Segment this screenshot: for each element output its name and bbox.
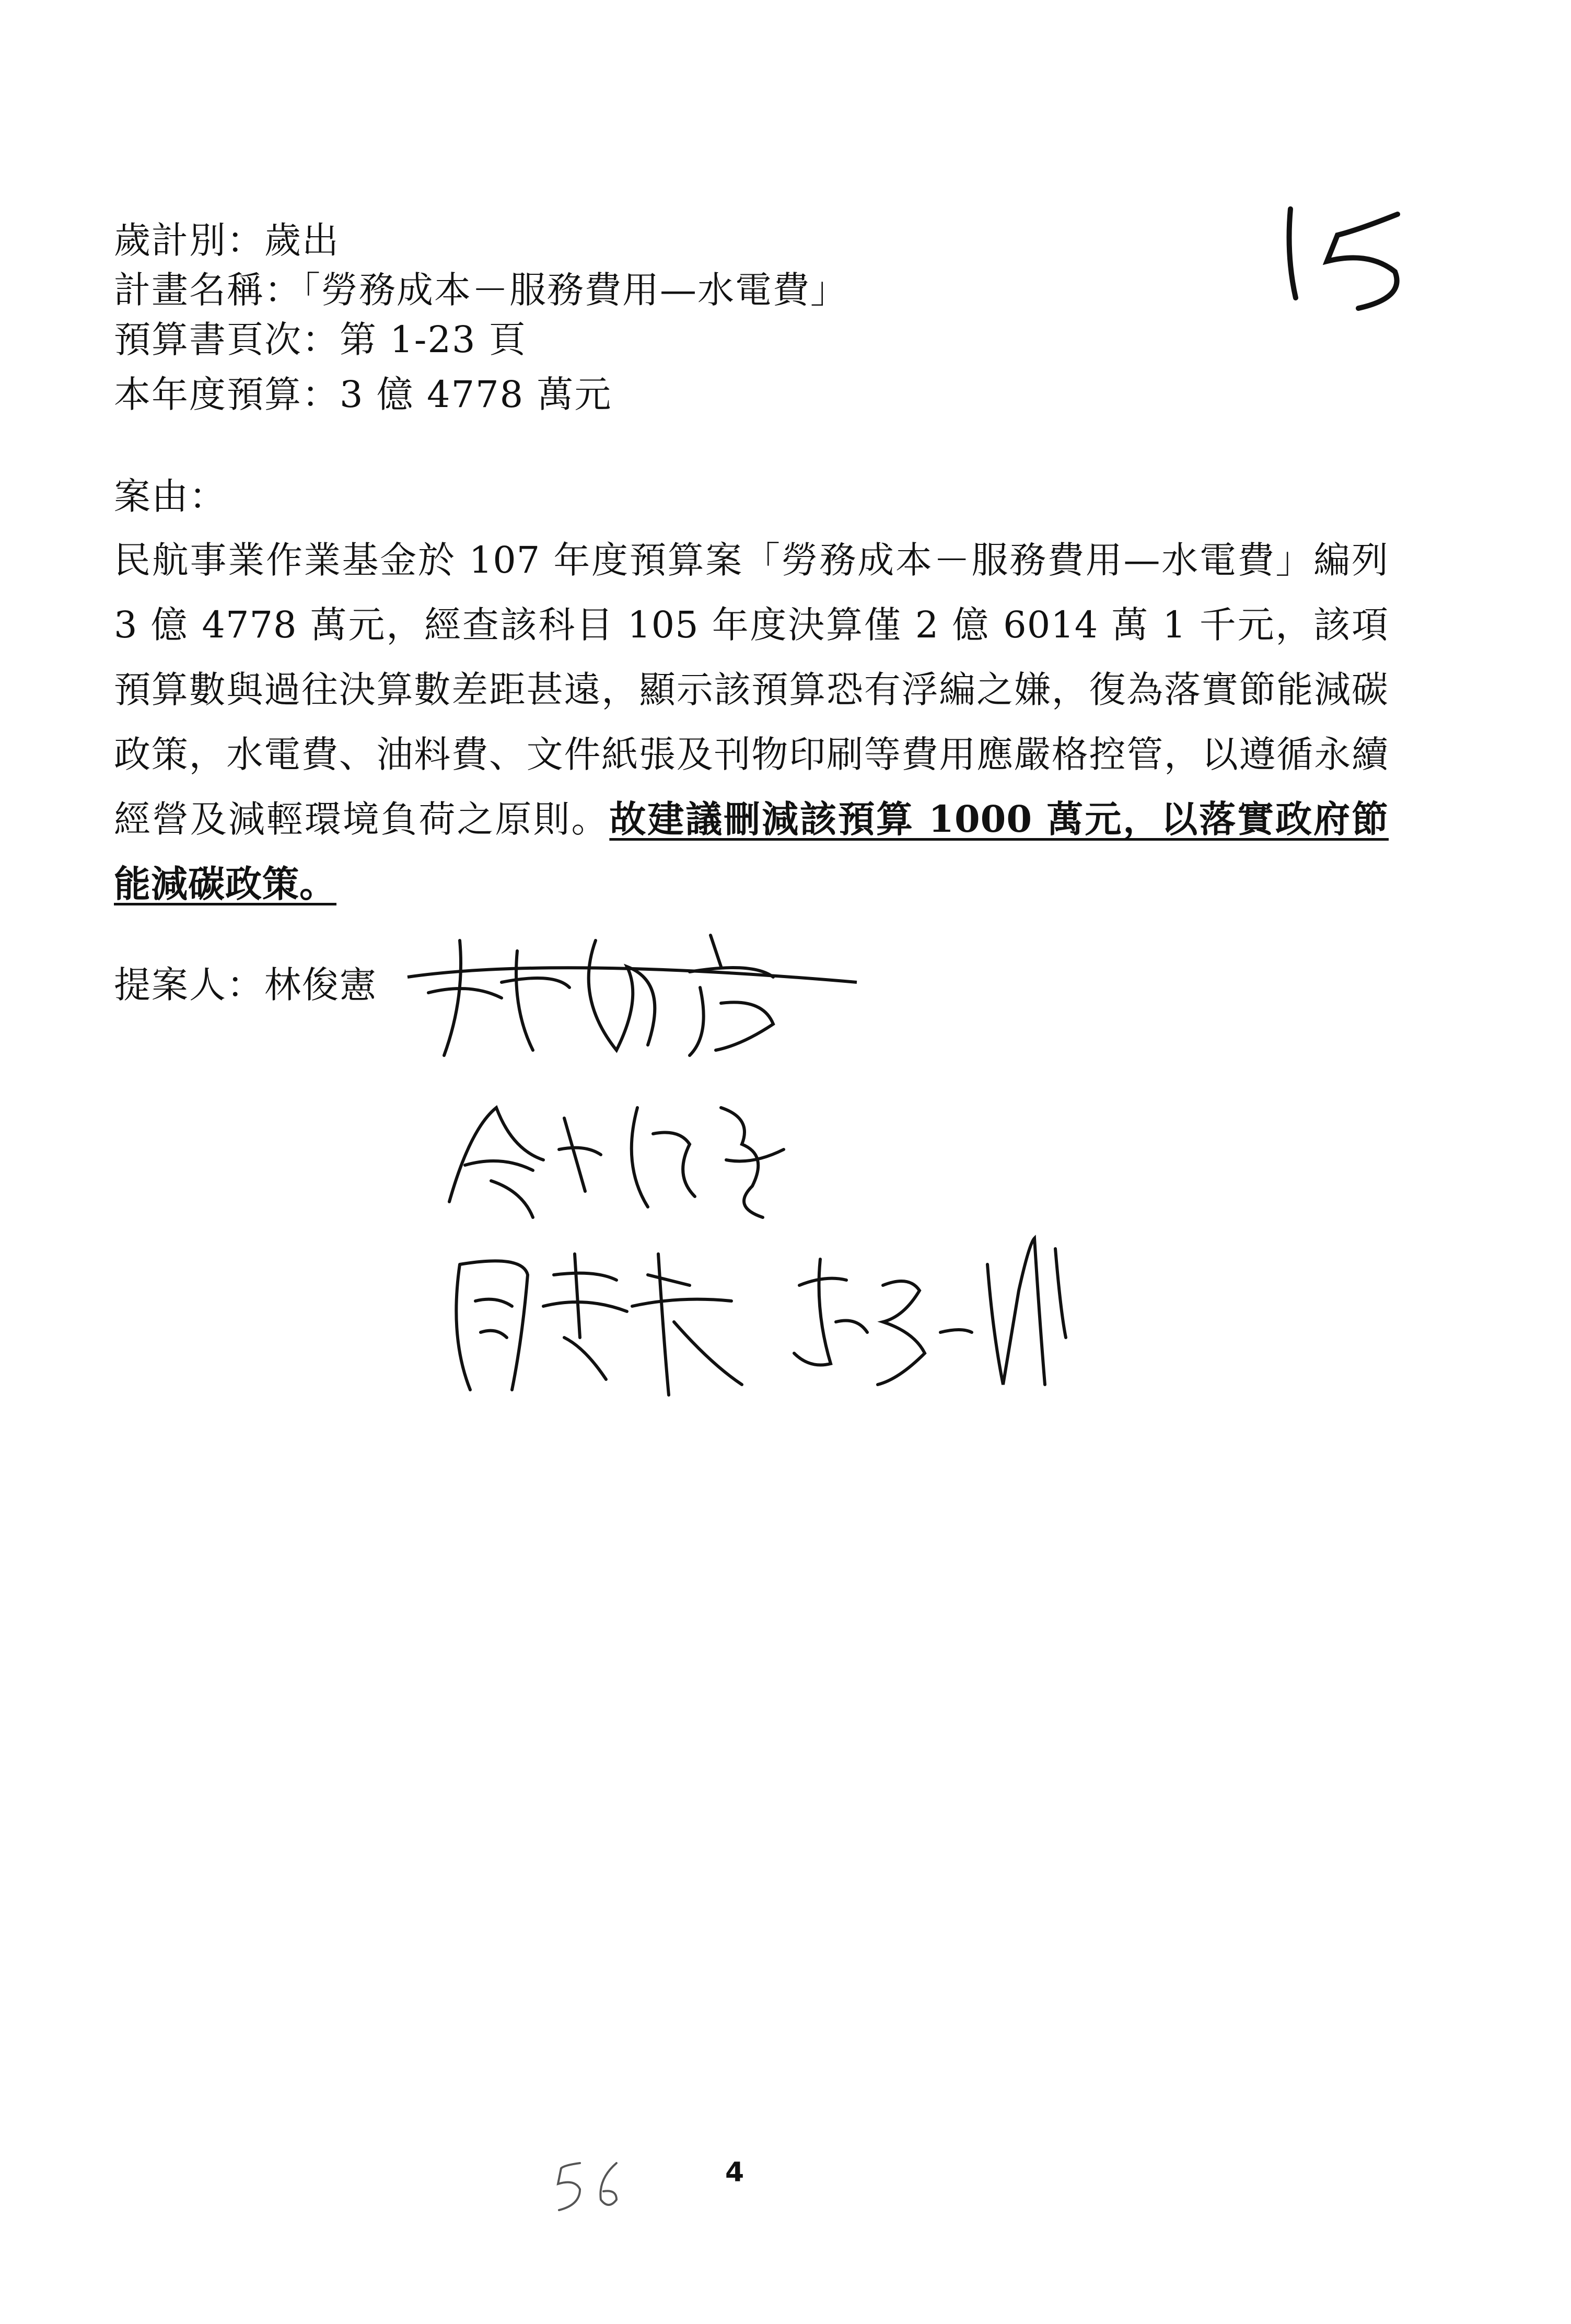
signature-zhou <box>439 1233 763 1411</box>
reason-text: 民航事業作業基金於 107 年度預算案「勞務成本－服務費用—水電費」編列 3 億 4778 萬元，經查該科目 105 年度決算僅 2 億 6014 萬 1 千元，該項預算數與過往決算數差距甚遠，顯示該預算恐有浮編之嫌，復為落實節能減碳政策，水電費、油料費、文件紙張及刊物印刷等費用應嚴格控管，以遵循永續經營及減輕環境負荷之原則。 <box>114 539 1389 841</box>
signature-scribble-icon <box>397 920 867 1076</box>
handwritten-number-15 <box>1275 193 1442 331</box>
page-number: 4 <box>725 2157 744 2188</box>
signature-cai <box>784 1228 1076 1416</box>
budget-category: 歲計別：歲出 <box>114 219 340 262</box>
annual-budget: 本年度預算：3 億 4778 萬元 <box>114 373 612 416</box>
handwritten-15-icon <box>1275 193 1442 329</box>
plan-name: 計畫名稱：「勞務成本－服務費用—水電費」 <box>114 269 848 311</box>
signature-scribble-icon <box>428 1087 805 1233</box>
signature-scribble-icon <box>439 1233 763 1411</box>
handwritten-number-56 <box>549 2158 632 2217</box>
signature-lin <box>397 920 867 1076</box>
reason-emphasis: 故建議刪減該預算 1000 萬元，以落實政府節能減碳政策。 <box>114 797 1389 905</box>
reason-heading: 案由： <box>114 475 227 518</box>
proposer-label: 提案人：林俊憲 <box>114 963 377 1006</box>
signature-zhong <box>428 1087 805 1233</box>
signature-scribble-icon <box>784 1228 1076 1416</box>
budget-page: 預算書頁次：第 1-23 頁 <box>114 318 527 361</box>
handwritten-56-icon <box>549 2158 632 2215</box>
reason-paragraph <box>114 528 1389 916</box>
